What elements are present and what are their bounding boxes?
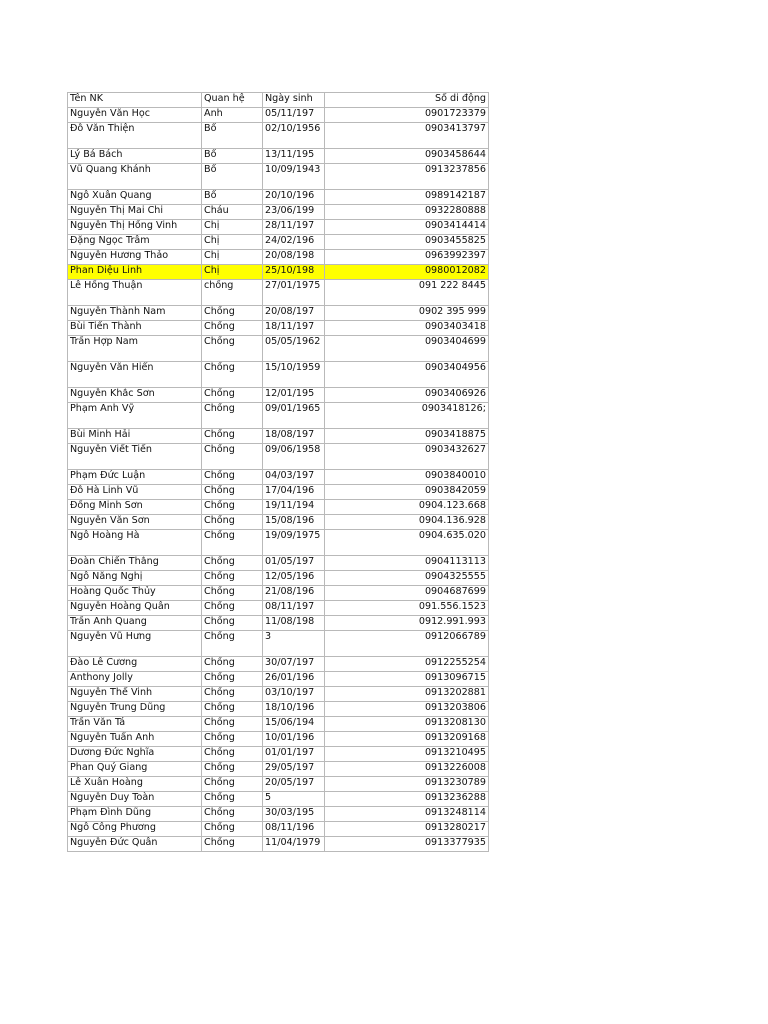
cell-relation[interactable]: Chị bbox=[202, 250, 263, 265]
cell-mobile[interactable]: 0989142187 bbox=[325, 190, 489, 205]
cell-name[interactable]: Đỗ Hà Linh Vũ bbox=[68, 485, 202, 500]
table-row bbox=[68, 807, 489, 822]
cell-birthdate[interactable]: 12/01/195 bbox=[263, 388, 325, 403]
cell-name[interactable]: Dương Đức Nghĩa bbox=[68, 747, 202, 762]
cell-mobile[interactable]: 0903840010 bbox=[325, 470, 489, 485]
header-mobile[interactable]: Số di động bbox=[325, 93, 489, 108]
cell-name[interactable]: Nguyễn Văn Hiển bbox=[68, 362, 202, 388]
cell-mobile[interactable]: 0904113113 bbox=[325, 556, 489, 571]
cell-name[interactable]: Đặng Ngọc Trâm bbox=[68, 235, 202, 250]
cell-mobile[interactable]: 0904.635.020 bbox=[325, 530, 489, 556]
cell-relation[interactable]: Chồng bbox=[202, 631, 263, 657]
header-birthdate[interactable]: Ngày sinh bbox=[263, 93, 325, 108]
cell-relation[interactable]: Chồng bbox=[202, 747, 263, 762]
cell-mobile[interactable]: 0903458644 bbox=[325, 149, 489, 164]
cell-mobile[interactable]: 0903413797 bbox=[325, 123, 489, 149]
cell-birthdate[interactable]: 19/09/1975 bbox=[263, 530, 325, 556]
cell-birthdate[interactable]: 20/08/198 bbox=[263, 250, 325, 265]
table-row bbox=[68, 190, 489, 205]
header-name[interactable]: Tên NK bbox=[68, 93, 202, 108]
table-row bbox=[68, 515, 489, 530]
contacts-table bbox=[67, 92, 489, 852]
table-row bbox=[68, 220, 489, 235]
cell-birthdate[interactable]: 30/07/197 bbox=[263, 657, 325, 672]
cell-relation[interactable]: Bố bbox=[202, 123, 263, 149]
cell-mobile[interactable]: 0903404956 bbox=[325, 362, 489, 388]
table-row bbox=[68, 747, 489, 762]
cell-birthdate[interactable]: 30/03/195 bbox=[263, 807, 325, 822]
table-row bbox=[68, 687, 489, 702]
cell-relation[interactable]: Chồng bbox=[202, 732, 263, 747]
table-row bbox=[68, 500, 489, 515]
cell-mobile[interactable]: 0913237856 bbox=[325, 164, 489, 190]
cell-birthdate[interactable]: 3 bbox=[263, 631, 325, 657]
table-row bbox=[68, 205, 489, 220]
cell-mobile[interactable]: 091 222 8445 bbox=[325, 280, 489, 306]
cell-birthdate[interactable]: 12/05/196 bbox=[263, 571, 325, 586]
cell-mobile[interactable]: 0913248114 bbox=[325, 807, 489, 822]
cell-mobile[interactable]: 0913280217 bbox=[325, 822, 489, 837]
cell-birthdate[interactable]: 26/01/196 bbox=[263, 672, 325, 687]
table-row bbox=[68, 108, 489, 123]
cell-name[interactable]: Nguyễn Thị Mai Chi bbox=[68, 205, 202, 220]
cell-birthdate[interactable]: 20/10/196 bbox=[263, 190, 325, 205]
table-row bbox=[68, 732, 489, 747]
table-row bbox=[68, 444, 489, 470]
table-row bbox=[68, 429, 489, 444]
table-row bbox=[68, 792, 489, 807]
cell-name[interactable]: Phạm Đình Dũng bbox=[68, 807, 202, 822]
cell-mobile[interactable]: 0913210495 bbox=[325, 747, 489, 762]
cell-birthdate[interactable]: 02/10/1956 bbox=[263, 123, 325, 149]
cell-mobile[interactable]: 0913203806 bbox=[325, 702, 489, 717]
cell-name[interactable]: Phan Diệu Linh bbox=[68, 265, 202, 280]
cell-birthdate[interactable]: 15/06/194 bbox=[263, 717, 325, 732]
cell-birthdate[interactable]: 13/11/195 bbox=[263, 149, 325, 164]
cell-name[interactable]: Đỗ Văn Thiện bbox=[68, 123, 202, 149]
cell-name[interactable]: Nguyễn Viết Tiến bbox=[68, 444, 202, 470]
cell-name[interactable]: Nguyễn Thế Vinh bbox=[68, 687, 202, 702]
cell-name[interactable]: Nguyễn Duy Toàn bbox=[68, 792, 202, 807]
cell-mobile[interactable]: 0903432627 bbox=[325, 444, 489, 470]
cell-relation[interactable]: Chị bbox=[202, 265, 263, 280]
cell-name[interactable]: Nguyễn Đức Quân bbox=[68, 837, 202, 852]
cell-relation[interactable]: Bố bbox=[202, 190, 263, 205]
table-row bbox=[68, 362, 489, 388]
cell-birthdate[interactable]: 01/05/197 bbox=[263, 556, 325, 571]
cell-name[interactable]: Nguyễn Trung Dũng bbox=[68, 702, 202, 717]
cell-relation[interactable]: Chồng bbox=[202, 616, 263, 631]
cell-relation[interactable]: Chồng bbox=[202, 586, 263, 601]
table-row bbox=[68, 149, 489, 164]
cell-relation[interactable]: Anh bbox=[202, 108, 263, 123]
cell-mobile[interactable]: 0903418126; bbox=[325, 403, 489, 429]
cell-birthdate[interactable]: 25/10/198 bbox=[263, 265, 325, 280]
cell-relation[interactable]: Chồng bbox=[202, 837, 263, 852]
cell-relation[interactable]: Chồng bbox=[202, 672, 263, 687]
cell-birthdate[interactable]: 17/04/196 bbox=[263, 485, 325, 500]
cell-name[interactable]: Đồng Minh Sơn bbox=[68, 500, 202, 515]
cell-mobile[interactable]: 0904.123.668 bbox=[325, 500, 489, 515]
cell-name[interactable]: Trần Anh Quang bbox=[68, 616, 202, 631]
cell-mobile[interactable]: 0903842059 bbox=[325, 485, 489, 500]
cell-name[interactable]: Đoàn Chiến Thắng bbox=[68, 556, 202, 571]
table-row bbox=[68, 631, 489, 657]
cell-birthdate[interactable]: 20/08/197 bbox=[263, 306, 325, 321]
cell-relation[interactable]: Chồng bbox=[202, 429, 263, 444]
cell-birthdate[interactable]: 27/01/1975 bbox=[263, 280, 325, 306]
cell-relation[interactable]: Chồng bbox=[202, 306, 263, 321]
cell-name[interactable]: Ngô Công Phương bbox=[68, 822, 202, 837]
cell-mobile[interactable]: 0912.991.993 bbox=[325, 616, 489, 631]
table-row bbox=[68, 336, 489, 362]
cell-name[interactable]: Ngô Hoàng Hà bbox=[68, 530, 202, 556]
cell-name[interactable]: Trần Văn Tá bbox=[68, 717, 202, 732]
cell-birthdate[interactable]: 10/09/1943 bbox=[263, 164, 325, 190]
table-row bbox=[68, 556, 489, 571]
cell-birthdate[interactable]: 09/06/1958 bbox=[263, 444, 325, 470]
cell-mobile[interactable]: 0912066789 bbox=[325, 631, 489, 657]
cell-mobile[interactable]: 0903406926 bbox=[325, 388, 489, 403]
cell-relation[interactable]: Chồng bbox=[202, 762, 263, 777]
cell-mobile[interactable]: 0903455825 bbox=[325, 235, 489, 250]
cell-birthdate[interactable]: 05/11/197 bbox=[263, 108, 325, 123]
cell-mobile[interactable]: 0903404699 bbox=[325, 336, 489, 362]
cell-birthdate[interactable]: 05/05/1962 bbox=[263, 336, 325, 362]
cell-relation[interactable]: Chồng bbox=[202, 792, 263, 807]
cell-relation[interactable]: Chị bbox=[202, 220, 263, 235]
cell-name[interactable]: Nguyễn Văn Học bbox=[68, 108, 202, 123]
cell-name[interactable]: Ngô Xuân Quang bbox=[68, 190, 202, 205]
cell-birthdate[interactable]: 21/08/196 bbox=[263, 586, 325, 601]
cell-name[interactable]: Nguyễn Thành Nam bbox=[68, 306, 202, 321]
cell-relation[interactable]: Chị bbox=[202, 235, 263, 250]
cell-mobile[interactable]: 0913209168 bbox=[325, 732, 489, 747]
cell-birthdate[interactable]: 19/11/194 bbox=[263, 500, 325, 515]
cell-birthdate[interactable]: 01/01/197 bbox=[263, 747, 325, 762]
header-row bbox=[68, 93, 489, 108]
cell-name[interactable]: Nguyễn Hoàng Quân bbox=[68, 601, 202, 616]
table-row bbox=[68, 280, 489, 306]
cell-mobile[interactable]: 0913236288 bbox=[325, 792, 489, 807]
cell-relation[interactable]: Chồng bbox=[202, 571, 263, 586]
cell-name[interactable]: Lê Hồng Thuận bbox=[68, 280, 202, 306]
cell-relation[interactable]: Chồng bbox=[202, 403, 263, 429]
cell-relation[interactable]: Chồng bbox=[202, 530, 263, 556]
cell-mobile[interactable]: 0913096715 bbox=[325, 672, 489, 687]
cell-mobile[interactable]: 091.556.1523 bbox=[325, 601, 489, 616]
cell-mobile[interactable]: 0912255254 bbox=[325, 657, 489, 672]
cell-name[interactable]: Phan Quý Giang bbox=[68, 762, 202, 777]
cell-name[interactable]: Đào Lê Cương bbox=[68, 657, 202, 672]
cell-birthdate[interactable]: 5 bbox=[263, 792, 325, 807]
cell-birthdate[interactable]: 15/10/1959 bbox=[263, 362, 325, 388]
cell-relation[interactable]: Chồng bbox=[202, 807, 263, 822]
cell-relation[interactable]: Chồng bbox=[202, 687, 263, 702]
table-row bbox=[68, 388, 489, 403]
table-row bbox=[68, 235, 489, 250]
cell-relation[interactable]: Chồng bbox=[202, 601, 263, 616]
table-row bbox=[68, 822, 489, 837]
cell-name[interactable]: Nguyễn Tuấn Anh bbox=[68, 732, 202, 747]
cell-birthdate[interactable]: 29/05/197 bbox=[263, 762, 325, 777]
table-row bbox=[68, 717, 489, 732]
cell-name[interactable]: Vũ Quang Khánh bbox=[68, 164, 202, 190]
table-row bbox=[68, 321, 489, 336]
cell-birthdate[interactable]: 15/08/196 bbox=[263, 515, 325, 530]
cell-relation[interactable]: Chồng bbox=[202, 485, 263, 500]
cell-relation[interactable]: Chồng bbox=[202, 321, 263, 336]
cell-relation[interactable]: Chồng bbox=[202, 556, 263, 571]
table-row bbox=[68, 586, 489, 601]
cell-name[interactable]: Hoàng Quốc Thủy bbox=[68, 586, 202, 601]
cell-birthdate[interactable]: 18/08/197 bbox=[263, 429, 325, 444]
table-row bbox=[68, 265, 489, 280]
cell-relation[interactable]: Chồng bbox=[202, 388, 263, 403]
cell-mobile[interactable]: 0913202881 bbox=[325, 687, 489, 702]
table-row bbox=[68, 485, 489, 500]
cell-mobile[interactable]: 0913226008 bbox=[325, 762, 489, 777]
cell-relation[interactable]: Chồng bbox=[202, 717, 263, 732]
cell-name[interactable]: Bùi Minh Hải bbox=[68, 429, 202, 444]
cell-mobile[interactable]: 0963992397 bbox=[325, 250, 489, 265]
cell-relation[interactable]: Chồng bbox=[202, 777, 263, 792]
cell-relation[interactable]: Cháu bbox=[202, 205, 263, 220]
table-row bbox=[68, 837, 489, 852]
cell-mobile[interactable]: 0903418875 bbox=[325, 429, 489, 444]
cell-birthdate[interactable]: 18/10/196 bbox=[263, 702, 325, 717]
cell-birthdate[interactable]: 24/02/196 bbox=[263, 235, 325, 250]
table-row bbox=[68, 777, 489, 792]
cell-mobile[interactable]: 0980012082 bbox=[325, 265, 489, 280]
cell-relation[interactable]: Chồng bbox=[202, 444, 263, 470]
table-row bbox=[68, 403, 489, 429]
cell-name[interactable]: Nguyễn Hương Thảo bbox=[68, 250, 202, 265]
cell-birthdate[interactable]: 09/01/1965 bbox=[263, 403, 325, 429]
table-row bbox=[68, 530, 489, 556]
table-row bbox=[68, 657, 489, 672]
table-row bbox=[68, 616, 489, 631]
cell-birthdate[interactable]: 20/05/197 bbox=[263, 777, 325, 792]
cell-birthdate[interactable]: 10/01/196 bbox=[263, 732, 325, 747]
cell-relation[interactable]: Chồng bbox=[202, 515, 263, 530]
cell-birthdate[interactable]: 08/11/197 bbox=[263, 601, 325, 616]
cell-birthdate[interactable]: 11/08/198 bbox=[263, 616, 325, 631]
cell-mobile[interactable]: 0913208130 bbox=[325, 717, 489, 732]
cell-name[interactable]: Ngô Năng Nghị bbox=[68, 571, 202, 586]
table-row bbox=[68, 250, 489, 265]
cell-mobile[interactable]: 0902 395 999 bbox=[325, 306, 489, 321]
cell-name[interactable]: Nguyễn Vũ Hưng bbox=[68, 631, 202, 657]
cell-mobile[interactable]: 0903403418 bbox=[325, 321, 489, 336]
cell-name[interactable]: Phạm Anh Vỹ bbox=[68, 403, 202, 429]
table-row bbox=[68, 762, 489, 777]
cell-relation[interactable]: Chồng bbox=[202, 500, 263, 515]
table-row bbox=[68, 123, 489, 149]
table-row bbox=[68, 470, 489, 485]
cell-name[interactable]: Trần Hợp Nam bbox=[68, 336, 202, 362]
cell-mobile[interactable]: 0904.136.928 bbox=[325, 515, 489, 530]
cell-birthdate[interactable]: 11/04/1979 bbox=[263, 837, 325, 852]
cell-name[interactable]: Lý Bá Bách bbox=[68, 149, 202, 164]
cell-name[interactable]: Nguyễn Khắc Sơn bbox=[68, 388, 202, 403]
header-relation[interactable]: Quan hệ bbox=[202, 93, 263, 108]
cell-mobile[interactable]: 0913230789 bbox=[325, 777, 489, 792]
cell-birthdate[interactable]: 03/10/197 bbox=[263, 687, 325, 702]
table-row bbox=[68, 702, 489, 717]
cell-name[interactable]: Anthony Jolly bbox=[68, 672, 202, 687]
table-row bbox=[68, 672, 489, 687]
cell-relation[interactable]: Chồng bbox=[202, 702, 263, 717]
cell-birthdate[interactable]: 28/11/197 bbox=[263, 220, 325, 235]
cell-name[interactable]: Phạm Đức Luận bbox=[68, 470, 202, 485]
cell-mobile[interactable]: 0904687699 bbox=[325, 586, 489, 601]
table-row bbox=[68, 306, 489, 321]
cell-relation[interactable]: Chồng bbox=[202, 362, 263, 388]
table-row bbox=[68, 571, 489, 586]
cell-relation[interactable]: Chồng bbox=[202, 470, 263, 485]
cell-name[interactable]: Bùi Tiến Thành bbox=[68, 321, 202, 336]
cell-mobile[interactable]: 0904325555 bbox=[325, 571, 489, 586]
cell-mobile[interactable]: 0913377935 bbox=[325, 837, 489, 852]
cell-relation[interactable]: Chồng bbox=[202, 657, 263, 672]
cell-birthdate[interactable]: 18/11/197 bbox=[263, 321, 325, 336]
cell-birthdate[interactable]: 04/03/197 bbox=[263, 470, 325, 485]
cell-mobile[interactable]: 0932280888 bbox=[325, 205, 489, 220]
cell-mobile[interactable]: 0901723379 bbox=[325, 108, 489, 123]
table-row bbox=[68, 164, 489, 190]
cell-name[interactable]: Nguyễn Thị Hồng Vinh bbox=[68, 220, 202, 235]
cell-relation[interactable]: Chồng bbox=[202, 336, 263, 362]
cell-birthdate[interactable]: 08/11/196 bbox=[263, 822, 325, 837]
cell-relation[interactable]: Chồng bbox=[202, 822, 263, 837]
cell-name[interactable]: Lê Xuân Hoàng bbox=[68, 777, 202, 792]
cell-relation[interactable]: chồng bbox=[202, 280, 263, 306]
table-row bbox=[68, 601, 489, 616]
cell-relation[interactable]: Bố bbox=[202, 149, 263, 164]
cell-mobile[interactable]: 0903414414 bbox=[325, 220, 489, 235]
cell-name[interactable]: Nguyễn Văn Sơn bbox=[68, 515, 202, 530]
cell-relation[interactable]: Bố bbox=[202, 164, 263, 190]
cell-birthdate[interactable]: 23/06/199 bbox=[263, 205, 325, 220]
